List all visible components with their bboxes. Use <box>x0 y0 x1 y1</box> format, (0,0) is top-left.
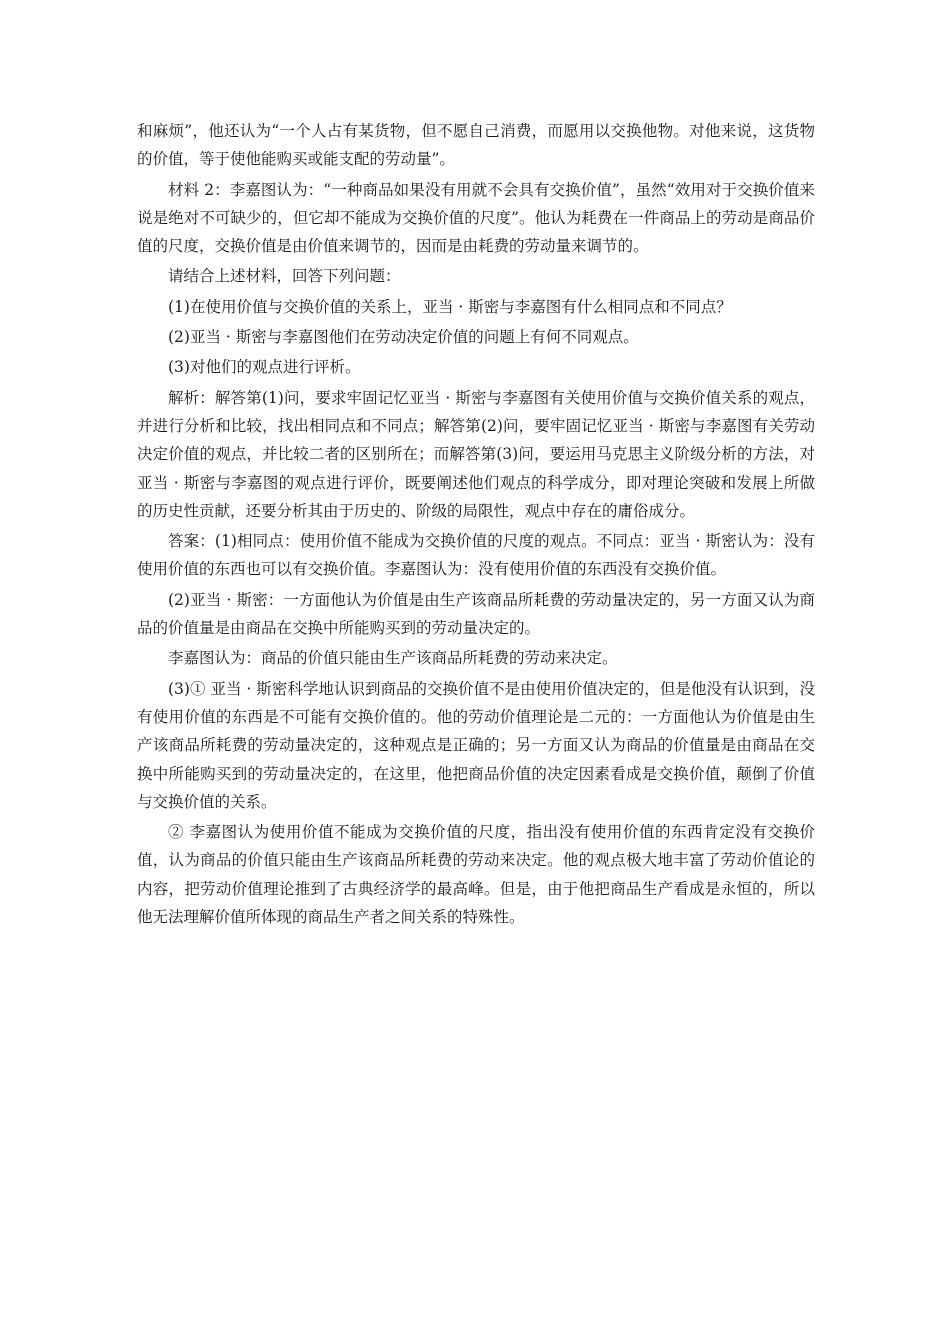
paragraph-question-2: (2)亚当 · 斯密与李嘉图他们在劳动决定价值的问题上有何不同观点。 <box>168 328 639 347</box>
paragraph-question-1: (1)在使用价值与交换价值的关系上，亚当 · 斯密与李嘉图有什么相同点和不同点？ <box>168 297 732 316</box>
paragraph-answer-1: 答案：(1)相同点：使用价值不能成为交换价值的尺度的观点。不同点：亚当 · 斯密认为：没有使用价值的东西也可以有交换价值。李嘉图认为：没有使用价值的东西没有交换价值。 <box>137 532 815 579</box>
paragraph-answer-3-ricardo: ② 李嘉图认为使用价值不能成为交换价值的尺度，指出没有使用价值的东西肯定没有交换价值，认为商品的价值只能由生产该商品所耗费的劳动来决定。他的观点极大地丰富了劳动价值论的内容，把劳动价值理论推到了古典经济学的最高峰。但是，由于他把商品生产看成是永恒的，所以他无法理解价值所体现的商品生产者之间关系的特殊性。 <box>137 823 815 927</box>
paragraph-answer-3-smith: (3)① 亚当 · 斯密科学地认识到商品的交换价值不是由使用价值决定的，但是他没有认识到，没有使用价值的东西是不可能有交换价值的。他的劳动价值理论是二元的：一方面他认为价值是由生产该商品所耗费的劳动量决定的，这种观点是正确的；另一方面又认为商品的价值量是由商品在交换中所能购买到的劳动量决定的，在这里，他把商品价值的决定因素看成是交换价值，颠倒了价值与交换价值的关系。 <box>137 679 815 811</box>
paragraph-material-2: 材料 2：李嘉图认为：“一种商品如果没有用就不会具有交换价值”，虽然“效用对于交换价值来说是绝对不可缺少的，但它却不能成为交换价值的尺度”。他认为耗费在一件商品上的劳动是商品价值的尺度，交换价值是由价值来调节的，因而是由耗费的劳动量来调节的。 <box>137 180 815 256</box>
paragraph-analysis: 解析：解答第(1)问，要求牢固记忆亚当 · 斯密与李嘉图有关使用价值与交换价值关系的观点，并进行分析和比较，找出相同点和不同点；解答第(2)问，要牢固记忆亚当 · 斯密与李嘉图有关劳动决定价值的观点，并比较二者的区别所在；而解答第(3)问，要运用马克思主义阶级分析的方法，对亚当 · 斯密与李嘉图的观点进行评价，既要阐述他们观点的科学成分，即对理论突破和发展上所做的历史性贡献，还要分析其由于历史的、阶级的局限性，观点中存在的庸俗成分。 <box>137 388 815 520</box>
paragraph-material-1-continued: 和麻烦”，他还认为“一个人占有某货物，但不愿自己消费，而愿用以交换他物。对他来说，这货物的价值，等于使他能购买或能支配的劳动量”。 <box>137 122 815 169</box>
paragraph-answer-2-ricardo: 李嘉图认为：商品的价值只能由生产该商品所耗费的劳动来决定。 <box>168 649 618 668</box>
paragraph-question-3: (3)对他们的观点进行评析。 <box>168 358 361 377</box>
paragraph-answer-2-smith: (2)亚当 · 斯密：一方面他认为价值是由生产该商品所耗费的劳动量决定的，另一方面又认为商品的价值量是由商品在交换中所能购买到的劳动量决定的。 <box>137 590 815 638</box>
document-body <box>137 117 815 933</box>
paragraph-question-intro: 请结合上述材料，回答下列问题： <box>168 267 401 286</box>
